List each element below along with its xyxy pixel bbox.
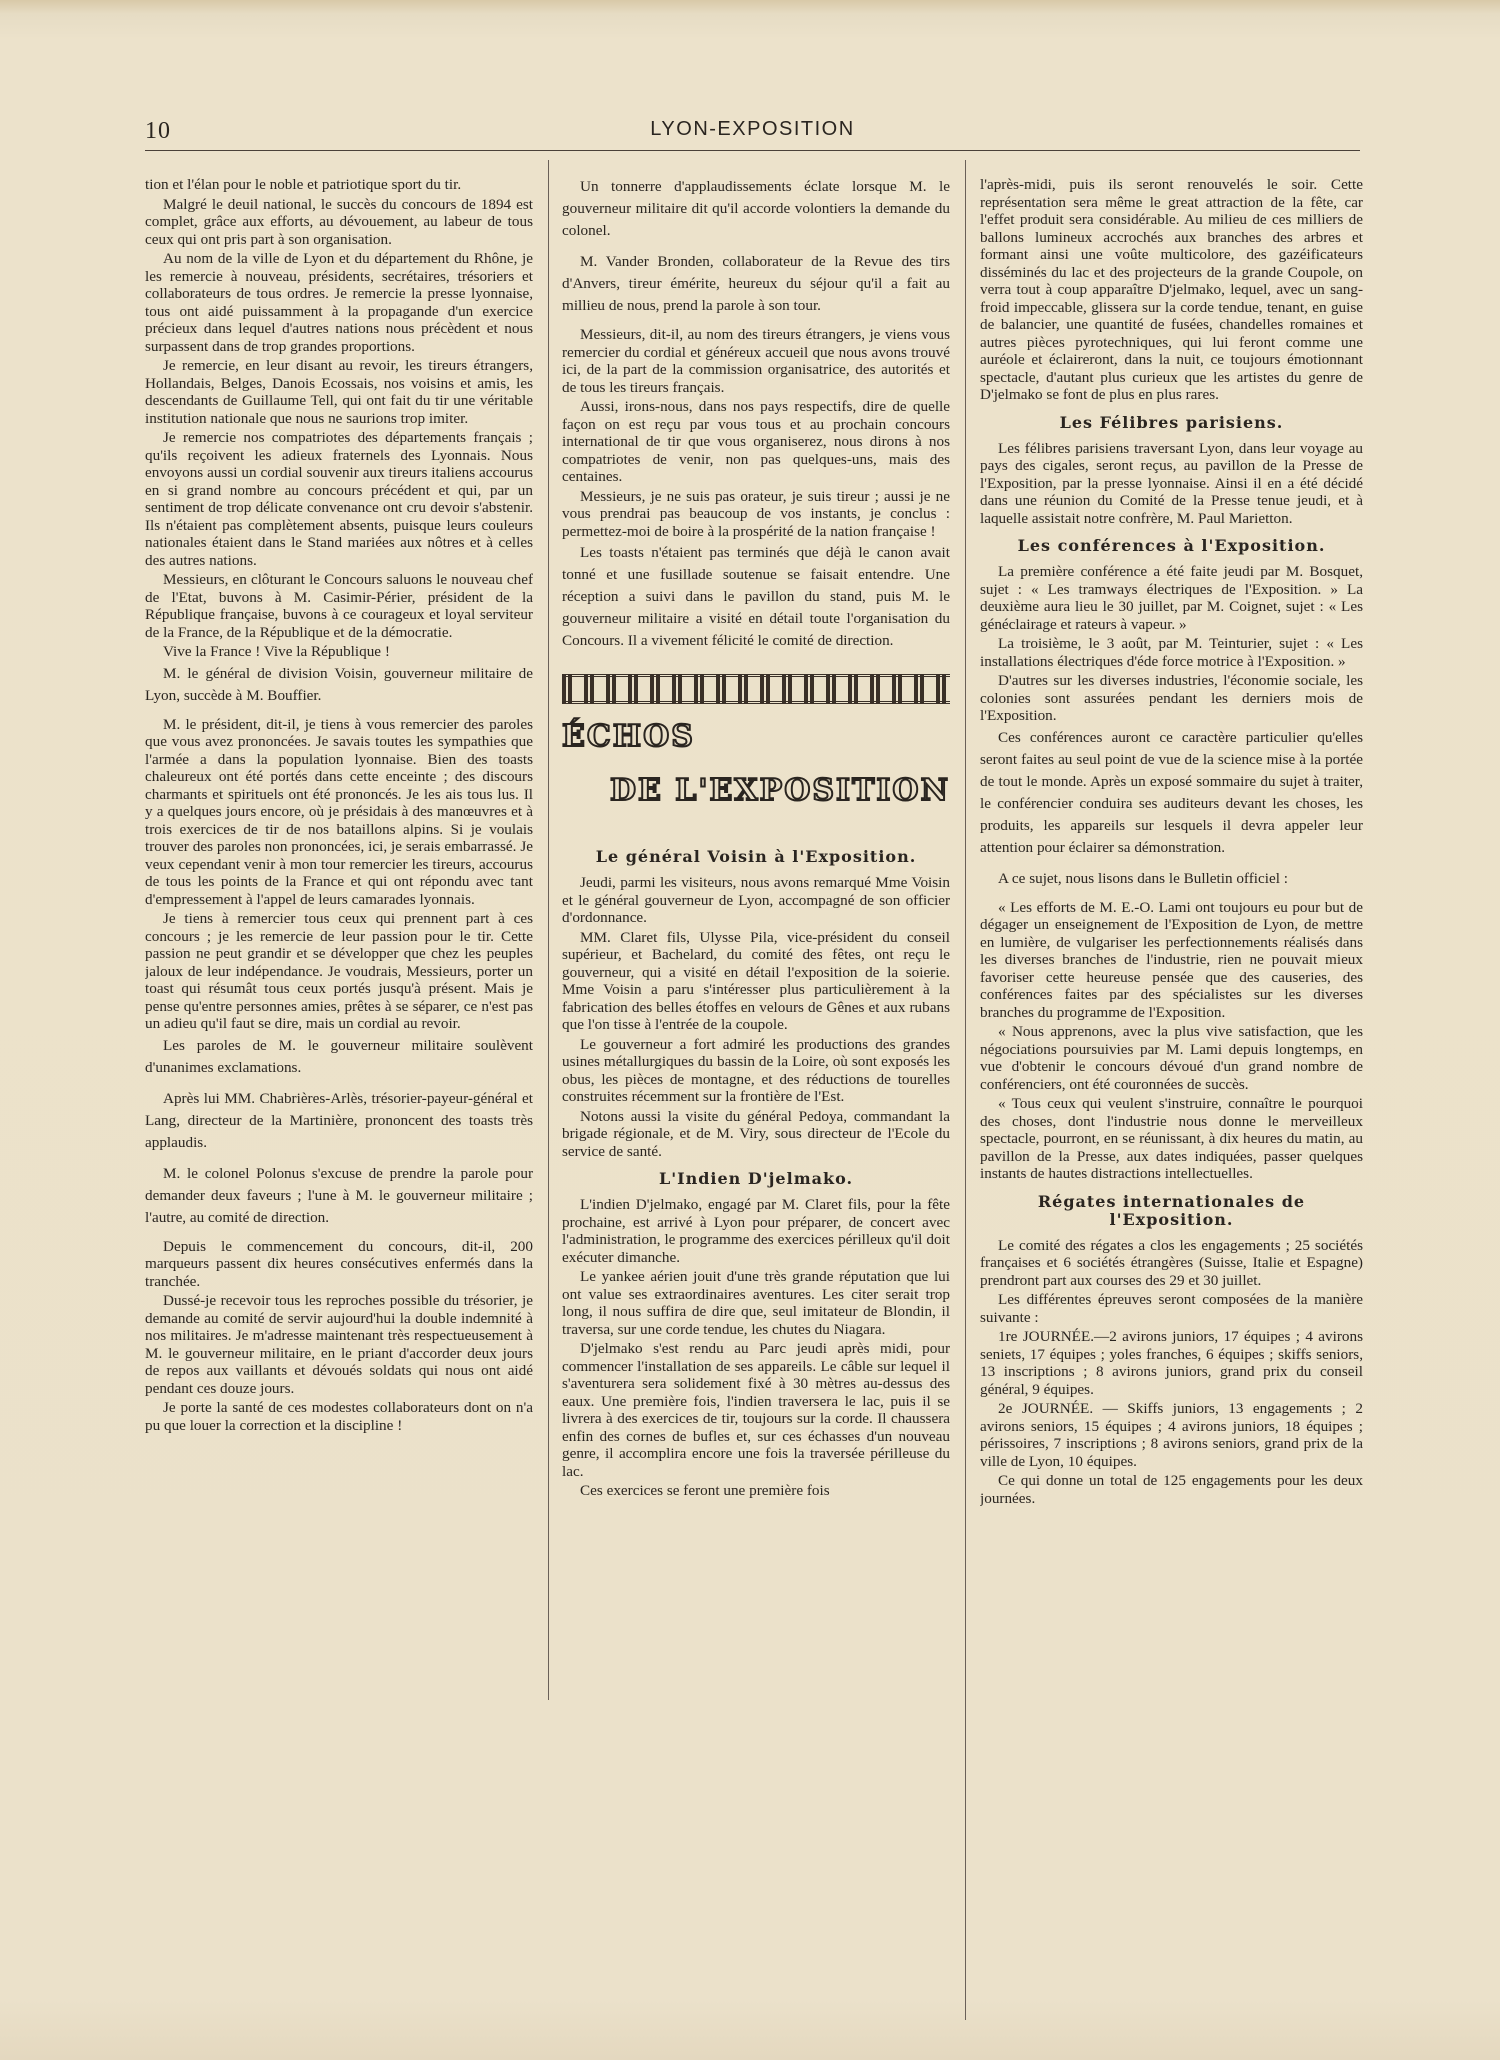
column-rule	[548, 160, 549, 1700]
paragraph: Ce qui donne un total de 125 engagements pour les deux journées.	[980, 1472, 1363, 1507]
column-rule	[965, 160, 966, 2020]
paragraph: Ces exercices se feront une première fois	[580, 1482, 830, 1499]
paragraph: Notons aussi la visite du général Pedoya, commandant la brigade régionale, et de M. Viry, sous directeur de l'Ecole du service de santé.	[562, 1107, 950, 1160]
paragraph: « Les efforts de M. E.-O. Lami ont toujours eu pour but de dégager un enseignement de l'Exposition de Lyon, de mettre en lumière, de vulgariser les perfectionnements réalisés dans les diverses branches de l'industrie, rien ne pouvait mieux favoriser cette heureuse pensée que des causeries, des conférences faites par des spécialistes sur les diverses branches du programme de l'Exposition.	[980, 898, 1363, 1021]
paragraph: Dussé-je recevoir tous les reproches possible du trésorier, je demande au comité de servir aujourd'hui la double indemnité à nos militaires. Je m'adresse maintenant très respectueusement à M. le gouverneur militaire, en le priant d'accorder deux jours de repos aux vaillants et dévoués soldats qui nous ont aidé pendant ces douze jours.	[145, 1292, 533, 1397]
paragraph: Vive la France ! Vive la République !	[163, 643, 390, 660]
section-heading: Le général Voisin à l'Exposition.	[595, 847, 917, 866]
paragraph: Le comité des régates a clos les engagements ; 25 sociétés françaises et 6 sociétés étrangères (Suisse, Italie et Espagne) prendront part aux courses des 29 et 30 juillet.	[980, 1236, 1363, 1289]
paragraph: 2e JOURNÉE. — Skiffs juniors, 13 engagements ; 2 avirons seniors, 15 équipes ; 4 avirons juniors, 18 équipes ; périssoires, 7 inscriptions ; 8 avirons seniors, grand prix de la ville de Lyon, 10 équipes.	[980, 1400, 1363, 1470]
section-heading: L'Indien D'jelmako.	[658, 1169, 854, 1188]
paragraph: D'autres sur les diverses industries, l'économie sociale, les colonies sont assurées pendant les derniers mois de l'Exposition.	[980, 672, 1363, 724]
column-3	[980, 176, 1363, 2021]
paragraph: Les toasts n'étaient pas terminés que déjà le canon avait tonné et une fusillade soutenue se faisait entendre. Une réception a suivi dans le pavillon du stand, puis M. le gouverneur militaire a visité en détail toute l'organisation du Concours. Il a vivement félicité le comité de direction.	[562, 544, 950, 649]
section-heading: Les conférences à l'Exposition.	[1017, 536, 1326, 555]
paragraph: Depuis le commencement du concours, dit-il, 200 marqueurs passent dix heures consécutives enfermés dans la tranchée.	[145, 1237, 533, 1290]
paragraph: Je remercie, en leur disant au revoir, les tireurs étrangers, Hollandais, Belges, Danois Ecossais, nos voisins et amis, les descendants de Guillaume Tell, qui ont fait du tir une véritable institution nationale que nous ne saurions trop imiter.	[145, 357, 533, 427]
paragraph: Messieurs, je ne suis pas orateur, je suis tireur ; aussi je ne vous prendrai pas beaucoup de vos instants, je conclus : permettez-moi de boire à la prospérité de la nation française !	[562, 487, 950, 540]
paragraph: Un tonnerre d'applaudissements éclate lorsque M. le gouverneur militaire dit qu'il accorde volontiers la demande du colonel.	[562, 178, 950, 239]
paragraph: l'après-midi, puis ils seront renouvelés le soir. Cette représentation sera même le great attraction de la fête, car l'effet produit sera considérable. Au milieu de ces milliers de ballons lumineux accrochés aux branches des arbres et formant ainsi une voûte multicolore, des gazéificateurs disséminés du lac et des projecteurs de la grande Coupole, on verra tout à coup apparaître D'jelmako, lequel, avec un sang-froid impeccable, glissera sur la corde tendue, tenant, en guise de balancier, une quantité de fusées, chandelles romaines et autres pièces pyrotechniques, qui lui feront comme une auréole et éclaireront, dans la nuit, ce toujours émotionnant spectacle, d'autant plus curieux que les artistes du genre de D'jelmako se font de plus en plus rares.	[980, 176, 1363, 403]
section-banner	[562, 720, 950, 830]
paragraph: Messieurs, dit-il, au nom des tireurs étrangers, je viens vous remercier du cordial et généreux accueil que nous avons trouvé ici, de la part de la commission organisatrice, des autorités et de tous les tireurs français.	[562, 326, 950, 396]
page-header	[145, 118, 1360, 148]
paragraph: Au nom de la ville de Lyon et du département du Rhône, je les remercie à nouveau, présidents, secrétaires, trésoriers et collaborateurs de tous ordres. Je remercie la presse lyonnaise, tous ont aidé puissamment à la propagande d'un exercice précieux dans lequel d'autres nations nous précèdent et nous surpassent dans de trop grandes proportions.	[145, 250, 533, 355]
paragraph: 1re JOURNÉE.—2 avirons juniors, 17 équipes ; 4 avirons seniets, 17 équipes ; yoles franches, 6 équipes ; skiffs seniors, 13 inscriptions ; 8 avirons juniors, grand prix du conseil général, 9 équipes.	[980, 1328, 1363, 1398]
paragraph: Les félibres parisiens traversant Lyon, dans leur voyage au pays des cigales, seront reçus, au pavillon de la Presse de l'Exposition, par la presse lyonnaise. Ainsi il en a été décidé dans une réunion du Comité de la Presse tenue jeudi, et à laquelle assistait notre confrère, M. Paul Marietton.	[980, 439, 1363, 527]
paragraph: Le gouverneur a fort admiré les productions des grandes usines métallurgiques du bassin de la Loire, où sont exposés les obus, les pièces de montagne, et des réductions de tourelles construites récemment sur la frontière de l'Est.	[562, 1035, 950, 1105]
section-heading: Régates internationales de l'Exposition.	[1037, 1191, 1306, 1229]
banner-line-2: DE L'EXPOSITION	[609, 773, 950, 808]
header-rule	[145, 150, 1360, 151]
paragraph: A ce sujet, nous lisons dans le Bulletin officiel :	[998, 869, 1288, 887]
paragraph: Malgré le deuil national, le succès du concours de 1894 est complet, grâce aux efforts, au dévouement, au labeur de tous ceux qui ont pris part à son organisation.	[145, 195, 533, 248]
paragraph: Ces conférences auront ce caractère particulier qu'elles seront faites au seul point de vue de la science mise à la portée de tout le monde. Après un exposé sommaire du sujet à traiter, le conférencier conduira ses auditeurs devant les choses, les produits, les appareils sur lesquels il devra appeler leur attention pour éclairer sa démonstration.	[980, 728, 1363, 856]
page-title: LYON-EXPOSITION	[650, 118, 855, 140]
paragraph: La troisième, le 3 août, par M. Teinturier, sujet : « Les installations électriques d'éde force motrice à l'Exposition. »	[980, 635, 1363, 670]
paragraph: Messieurs, en clôturant le Concours saluons le nouveau chef de l'Etat, buvons à M. Casimir-Périer, président de la République française, buvons à ce courageux et loyal serviteur de la France, de la République et de la démocratie.	[145, 571, 533, 641]
column-1	[145, 176, 533, 2021]
paragraph: M. le général de division Voisin, gouverneur militaire de Lyon, succède à M. Bouffier.	[145, 664, 533, 704]
paragraph: Je remercie nos compatriotes des départements français ; qu'ils reçoivent les adieux fraternels des Lyonnais. Nous envoyons aussi un cordial souvenir aux tireurs italiens accourus en si grand nombre au concours précédent et qui, par un sentiment de trop délicate convenance ont cru devoir s'abstenir. Ils n'étaient pas complètement absents, puisque leurs couleurs nationales étaient dans le Stand mariées aux nôtres et à celles des autres nations.	[145, 429, 533, 569]
paragraph: M. Vander Bronden, collaborateur de la Revue des tirs d'Anvers, tireur émérite, heureux du séjour qu'il a fait au millieu de nous, prend la parole à son tour.	[562, 253, 950, 314]
paragraph: Jeudi, parmi les visiteurs, nous avons remarqué Mme Voisin et le général gouverneur de Lyon, accompagné de son officier d'ordonnance.	[562, 874, 950, 926]
paragraph: M. le colonel Polonus s'excuse de prendre la parole pour demander deux faveurs ; l'une à M. le gouverneur militaire ; l'autre, au comité de direction.	[145, 1164, 533, 1226]
paragraph: tion et l'élan pour le noble et patriotique sport du tir.	[145, 176, 462, 193]
paragraph: Après lui MM. Chabrières-Arlès, trésorier-payeur-général et Lang, directeur de la Martinière, prononcent des toasts très applaudis.	[145, 1089, 533, 1151]
paragraph: L'indien D'jelmako, engagé par M. Claret fils, pour la fête prochaine, est arrivé à Lyon pour préparer, de concert avec l'administration, le programme des exercices périlleux qu'il doit exécuter dimanche.	[562, 1196, 950, 1266]
paragraph: « Tous ceux qui veulent s'instruire, connaître le pourquoi des choses, dont l'industrie nous donne le merveilleux spectacle, pourront, en se réunissant, à dix heures du matin, au pavillon de la Presse, aux dates indiquées, passer quelques instants de hautes distractions intellectuelles.	[980, 1095, 1363, 1182]
paragraph: Je tiens à remercier tous ceux qui prennent part à ces concours ; je les remercie de leur passion pour le tir. Cette passion ne peut grandir et se développer que chez les peuples jaloux de leur indépendance. Je voudrais, Messieurs, porter un toast qui résumât tous ceux portés jusqu'à présent. Mais je pense qu'entre personnes amies, prêtes à se séparer, ce n'est pas un adieu qu'il faut se dire, mais un cordial au revoir.	[145, 910, 533, 1032]
paragraph: M. le président, dit-il, je tiens à vous remercier des paroles que vous avez prononcées. Je savais toutes les sympathies que l'armée a dans la population lyonnaise. Bien des toasts chaleureux ont été portés dans cette enceinte ; des discours charmants et spirituels ont été prononcés. Je les ais tous lus. Il y a quelques jours encore, où je présidais à des manœuvres et à trois exercices de tir de nos bataillons alpins. Si je voulais trouver des paroles non prononcées, ici, je serais embarrassé. Je veux cependant venir à mon tour remercier les tireurs, accourus de tous les points de la France et qui ont répondu avec tant d'empressement à l'appel de leurs camarades lyonnais.	[145, 715, 533, 908]
section-heading: Les Félibres parisiens.	[1059, 412, 1284, 432]
page-number: 10	[145, 118, 171, 144]
banner-line-1: ÉCHOS	[562, 719, 695, 754]
paragraph: D'jelmako s'est rendu au Parc jeudi après midi, pour commencer l'installation de ses appareils. Le câble sur lequel il s'aventurera sera solidement fixé à 30 mètres au-dessus des eaux. Une première fois, l'indien traversera le lac, puis il se livrera à des exercices de tir, toujours sur la corde. Il chaussera enfin des cornes de bufles et, sur ces échasses d'un nouveau genre, il accomplira encore une fois la traversée périlleuse du lac.	[562, 1340, 950, 1480]
paragraph: La première conférence a été faite jeudi par M. Bosquet, sujet : « Les tramways électriques de l'Exposition. » La deuxième aura lieu le 30 juillet, par M. Coignet, sujet : « Les généclairage et rateurs à vapeur. »	[980, 563, 1363, 633]
paragraph: Le yankee aérien jouit d'une très grande réputation que lui ont value ses extraordinaires aventures. Les citer serait trop long, il nous suffira de dire que, seul imitateur de Blondin, il traversa, sur une corde tendue, les chutes du Niagara.	[562, 1268, 950, 1338]
paragraph: Je porte la santé de ces modestes collaborateurs dont on n'a pu que louer la correction et la discipline !	[145, 1399, 533, 1434]
paragraph: Les différentes épreuves seront composées de la manière suivante :	[980, 1291, 1363, 1326]
paragraph: Les paroles de M. le gouverneur militaire soulèvent d'unanimes exclamations.	[145, 1036, 533, 1076]
paragraph: Aussi, irons-nous, dans nos pays respectifs, dire de quelle façon on est reçu par vous tous et au prochain concours international de tir que vous organiserez, nous dirons à nos compatriotes de venir, non pas quelques-uns, mais des centaines.	[562, 398, 950, 485]
ornament-divider	[562, 674, 950, 704]
paragraph: « Nous apprenons, avec la plus vive satisfaction, que les négociations poursuivies par M. Lami depuis longtemps, en vue d'obtenir le concours dévoué d'un grand nombre de conférenciers, ont été couronnées de succès.	[980, 1023, 1363, 1093]
column-2	[562, 176, 950, 2021]
paragraph: MM. Claret fils, Ulysse Pila, vice-président du conseil supérieur, et Bachelard, du comité des fêtes, ont reçu le gouverneur, qui a visité en détail l'exposition de la soierie. Mme Voisin a paru s'intéresser plus particulièrement à la fabrication des belles étoffes en velours de Gênes et aux rubans que l'on tisse à l'entrée de la coupole.	[562, 928, 950, 1033]
